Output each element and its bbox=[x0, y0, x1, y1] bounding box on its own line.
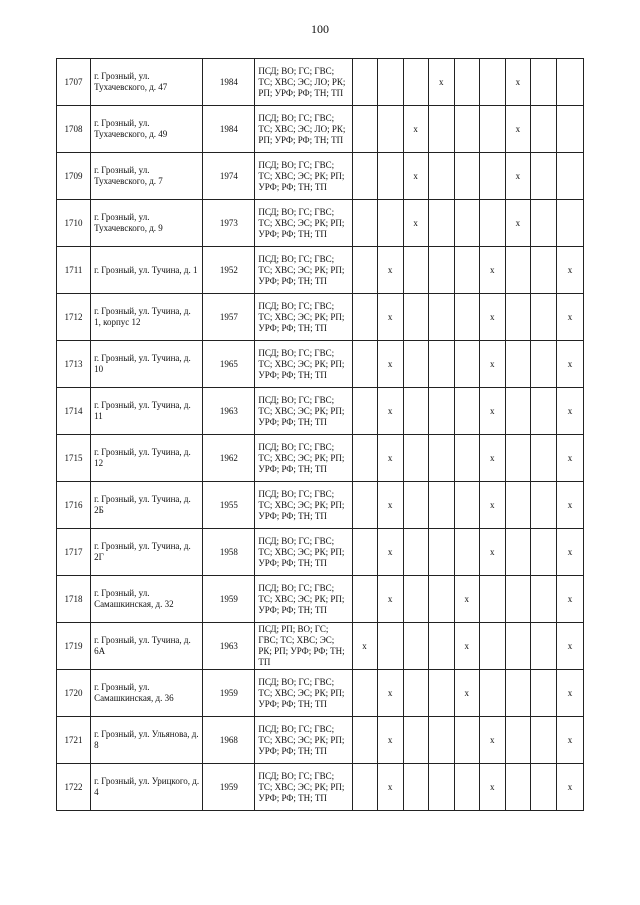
mark-cell bbox=[479, 670, 505, 717]
address-cell: г. Грозный, ул. Тучина, д. 12 bbox=[91, 435, 203, 482]
address-cell: г. Грозный, ул. Тучина, д. 1, корпус 12 bbox=[91, 294, 203, 341]
mark-cell bbox=[454, 529, 479, 576]
row-number-cell: 1715 bbox=[57, 435, 91, 482]
mark-cell bbox=[530, 717, 556, 764]
year-cell: 1952 bbox=[203, 247, 255, 294]
mark-cell bbox=[428, 106, 454, 153]
table-row bbox=[57, 294, 584, 341]
year-cell: 1984 bbox=[203, 59, 255, 106]
table-row bbox=[57, 764, 584, 811]
mark-cell: x bbox=[505, 200, 530, 247]
mark-cell: x bbox=[556, 294, 583, 341]
mark-cell bbox=[530, 670, 556, 717]
year-cell: 1973 bbox=[203, 200, 255, 247]
mark-cell bbox=[530, 106, 556, 153]
systems-cell: ПСД; ВО; ГС; ГВС; ТС; ХВС; ЭС; ЛО; РК; РП; УРФ; РФ; ТН; ТП bbox=[255, 59, 352, 106]
year-cell: 1955 bbox=[203, 482, 255, 529]
systems-cell: ПСД; ВО; ГС; ГВС; ТС; ХВС; ЭС; РК; РП; УРФ; РФ; ТН; ТП bbox=[255, 670, 352, 717]
mark-cell bbox=[505, 670, 530, 717]
mark-cell bbox=[530, 341, 556, 388]
mark-cell: x bbox=[479, 482, 505, 529]
mark-cell: x bbox=[479, 435, 505, 482]
address-cell: г. Грозный, ул. Тухачевского, д. 9 bbox=[91, 200, 203, 247]
systems-cell: ПСД; ВО; ГС; ГВС; ТС; ХВС; ЭС; РК; РП; УРФ; РФ; ТН; ТП bbox=[255, 576, 352, 623]
mark-cell bbox=[505, 623, 530, 670]
mark-cell bbox=[403, 670, 428, 717]
mark-cell bbox=[352, 153, 377, 200]
mark-cell bbox=[428, 623, 454, 670]
mark-cell bbox=[479, 153, 505, 200]
mark-cell: x bbox=[403, 153, 428, 200]
year-cell: 1959 bbox=[203, 670, 255, 717]
mark-cell bbox=[403, 623, 428, 670]
mark-cell bbox=[505, 341, 530, 388]
table-row bbox=[57, 670, 584, 717]
row-number-cell: 1716 bbox=[57, 482, 91, 529]
mark-cell bbox=[530, 247, 556, 294]
mark-cell bbox=[403, 247, 428, 294]
mark-cell bbox=[352, 106, 377, 153]
mark-cell: x bbox=[377, 529, 403, 576]
mark-cell: x bbox=[377, 764, 403, 811]
mark-cell bbox=[377, 153, 403, 200]
mark-cell bbox=[428, 435, 454, 482]
mark-cell bbox=[403, 388, 428, 435]
mark-cell bbox=[403, 529, 428, 576]
mark-cell: x bbox=[352, 623, 377, 670]
year-cell: 1963 bbox=[203, 388, 255, 435]
row-number-cell: 1719 bbox=[57, 623, 91, 670]
mark-cell bbox=[454, 435, 479, 482]
systems-cell: ПСД; ВО; ГС; ГВС; ТС; ХВС; ЭС; РК; РП; УРФ; РФ; ТН; ТП bbox=[255, 764, 352, 811]
mark-cell bbox=[505, 576, 530, 623]
mark-cell bbox=[530, 482, 556, 529]
table-row bbox=[57, 247, 584, 294]
address-cell: г. Грозный, ул. Тухачевского, д. 49 bbox=[91, 106, 203, 153]
address-cell: г. Грозный, ул. Тучина, д. 2Б bbox=[91, 482, 203, 529]
mark-cell: x bbox=[556, 247, 583, 294]
mark-cell bbox=[428, 153, 454, 200]
mark-cell: x bbox=[403, 106, 428, 153]
mark-cell: x bbox=[377, 482, 403, 529]
mark-cell bbox=[352, 341, 377, 388]
mark-cell bbox=[454, 764, 479, 811]
mark-cell bbox=[352, 717, 377, 764]
mark-cell bbox=[479, 59, 505, 106]
mark-cell bbox=[454, 153, 479, 200]
table-row bbox=[57, 341, 584, 388]
mark-cell bbox=[530, 623, 556, 670]
mark-cell bbox=[505, 764, 530, 811]
mark-cell bbox=[352, 529, 377, 576]
mark-cell bbox=[428, 529, 454, 576]
mark-cell: x bbox=[556, 529, 583, 576]
mark-cell: x bbox=[479, 529, 505, 576]
mark-cell bbox=[530, 764, 556, 811]
systems-cell: ПСД; ВО; ГС; ГВС; ТС; ХВС; ЭС; РК; РП; УРФ; РФ; ТН; ТП bbox=[255, 294, 352, 341]
year-cell: 1962 bbox=[203, 435, 255, 482]
mark-cell bbox=[530, 435, 556, 482]
mark-cell bbox=[352, 576, 377, 623]
mark-cell bbox=[479, 623, 505, 670]
mark-cell: x bbox=[479, 764, 505, 811]
systems-cell: ПСД; ВО; ГС; ГВС; ТС; ХВС; ЭС; РК; РП; УРФ; РФ; ТН; ТП bbox=[255, 388, 352, 435]
mark-cell: x bbox=[556, 482, 583, 529]
address-cell: г. Грозный, ул. Тучина, д. 6А bbox=[91, 623, 203, 670]
mark-cell bbox=[352, 764, 377, 811]
row-number-cell: 1720 bbox=[57, 670, 91, 717]
table-row bbox=[57, 717, 584, 764]
address-cell: г. Грозный, ул. Самашкинская, д. 36 bbox=[91, 670, 203, 717]
mark-cell bbox=[428, 576, 454, 623]
mark-cell: x bbox=[556, 435, 583, 482]
mark-cell bbox=[454, 341, 479, 388]
mark-cell bbox=[352, 294, 377, 341]
mark-cell bbox=[377, 623, 403, 670]
mark-cell bbox=[556, 200, 583, 247]
mark-cell bbox=[479, 200, 505, 247]
mark-cell: x bbox=[556, 670, 583, 717]
mark-cell: x bbox=[403, 200, 428, 247]
mark-cell: x bbox=[479, 341, 505, 388]
mark-cell bbox=[505, 388, 530, 435]
mark-cell bbox=[505, 482, 530, 529]
mark-cell bbox=[454, 200, 479, 247]
mark-cell: x bbox=[479, 717, 505, 764]
mark-cell: x bbox=[454, 576, 479, 623]
address-cell: г. Грозный, ул. Урицкого, д. 4 bbox=[91, 764, 203, 811]
table-row bbox=[57, 576, 584, 623]
address-cell: г. Грозный, ул. Тучина, д. 1 bbox=[91, 247, 203, 294]
mark-cell bbox=[403, 341, 428, 388]
mark-cell bbox=[530, 153, 556, 200]
mark-cell bbox=[403, 576, 428, 623]
row-number-cell: 1708 bbox=[57, 106, 91, 153]
systems-cell: ПСД; РП; ВО; ГС; ГВС; ТС; ХВС; ЭС; РК; РП; УРФ; РФ; ТН; ТП bbox=[255, 623, 352, 670]
mark-cell bbox=[403, 294, 428, 341]
row-number-cell: 1714 bbox=[57, 388, 91, 435]
mark-cell bbox=[428, 294, 454, 341]
mark-cell bbox=[556, 59, 583, 106]
mark-cell bbox=[377, 106, 403, 153]
mark-cell: x bbox=[505, 59, 530, 106]
table-row bbox=[57, 435, 584, 482]
row-number-cell: 1717 bbox=[57, 529, 91, 576]
year-cell: 1963 bbox=[203, 623, 255, 670]
mark-cell bbox=[454, 247, 479, 294]
table-row bbox=[57, 200, 584, 247]
mark-cell: x bbox=[377, 294, 403, 341]
mark-cell bbox=[428, 764, 454, 811]
year-cell: 1968 bbox=[203, 717, 255, 764]
mark-cell bbox=[352, 670, 377, 717]
systems-cell: ПСД; ВО; ГС; ГВС; ТС; ХВС; ЭС; РК; РП; УРФ; РФ; ТН; ТП bbox=[255, 200, 352, 247]
mark-cell bbox=[428, 200, 454, 247]
mark-cell bbox=[428, 341, 454, 388]
mark-cell: x bbox=[377, 576, 403, 623]
mark-cell bbox=[428, 670, 454, 717]
systems-cell: ПСД; ВО; ГС; ГВС; ТС; ХВС; ЭС; ЛО; РК; РП; УРФ; РФ; ТН; ТП bbox=[255, 106, 352, 153]
mark-cell bbox=[428, 482, 454, 529]
mark-cell: x bbox=[556, 623, 583, 670]
mark-cell: x bbox=[479, 294, 505, 341]
mark-cell: x bbox=[377, 341, 403, 388]
mark-cell: x bbox=[377, 388, 403, 435]
row-number-cell: 1710 bbox=[57, 200, 91, 247]
mark-cell: x bbox=[377, 435, 403, 482]
year-cell: 1958 bbox=[203, 529, 255, 576]
year-cell: 1974 bbox=[203, 153, 255, 200]
mark-cell bbox=[530, 529, 556, 576]
mark-cell bbox=[403, 764, 428, 811]
mark-cell bbox=[505, 294, 530, 341]
page-number: 100 bbox=[311, 22, 329, 36]
mark-cell bbox=[403, 435, 428, 482]
address-cell: г. Грозный, ул. Тучина, д. 11 bbox=[91, 388, 203, 435]
mark-cell bbox=[454, 717, 479, 764]
row-number-cell: 1718 bbox=[57, 576, 91, 623]
mark-cell: x bbox=[377, 670, 403, 717]
mark-cell: x bbox=[505, 153, 530, 200]
mark-cell bbox=[556, 106, 583, 153]
mark-cell bbox=[454, 294, 479, 341]
mark-cell: x bbox=[556, 717, 583, 764]
mark-cell bbox=[352, 388, 377, 435]
mark-cell bbox=[428, 717, 454, 764]
mark-cell bbox=[530, 200, 556, 247]
year-cell: 1959 bbox=[203, 576, 255, 623]
systems-cell: ПСД; ВО; ГС; ГВС; ТС; ХВС; ЭС; РК; РП; УРФ; РФ; ТН; ТП bbox=[255, 341, 352, 388]
mark-cell bbox=[530, 294, 556, 341]
mark-cell: x bbox=[556, 341, 583, 388]
mark-cell bbox=[352, 435, 377, 482]
table-row bbox=[57, 153, 584, 200]
mark-cell: x bbox=[556, 576, 583, 623]
systems-cell: ПСД; ВО; ГС; ГВС; ТС; ХВС; ЭС; РК; РП; УРФ; РФ; ТН; ТП bbox=[255, 435, 352, 482]
mark-cell bbox=[377, 200, 403, 247]
year-cell: 1965 bbox=[203, 341, 255, 388]
table-row bbox=[57, 529, 584, 576]
systems-cell: ПСД; ВО; ГС; ГВС; ТС; ХВС; ЭС; РК; РП; УРФ; РФ; ТН; ТП bbox=[255, 717, 352, 764]
mark-cell bbox=[530, 576, 556, 623]
table-row bbox=[57, 623, 584, 670]
table-row bbox=[57, 59, 584, 106]
address-cell: г. Грозный, ул. Ульянова, д. 8 bbox=[91, 717, 203, 764]
mark-cell bbox=[454, 106, 479, 153]
mark-cell bbox=[530, 59, 556, 106]
mark-cell bbox=[352, 59, 377, 106]
mark-cell: x bbox=[454, 623, 479, 670]
mark-cell: x bbox=[556, 764, 583, 811]
row-number-cell: 1709 bbox=[57, 153, 91, 200]
mark-cell: x bbox=[454, 670, 479, 717]
systems-cell: ПСД; ВО; ГС; ГВС; ТС; ХВС; ЭС; РК; РП; УРФ; РФ; ТН; ТП bbox=[255, 482, 352, 529]
row-number-cell: 1707 bbox=[57, 59, 91, 106]
year-cell: 1984 bbox=[203, 106, 255, 153]
register-body bbox=[57, 59, 584, 811]
row-number-cell: 1713 bbox=[57, 341, 91, 388]
mark-cell bbox=[530, 388, 556, 435]
mark-cell bbox=[505, 435, 530, 482]
mark-cell: x bbox=[479, 247, 505, 294]
mark-cell bbox=[505, 717, 530, 764]
mark-cell bbox=[428, 247, 454, 294]
mark-cell bbox=[454, 388, 479, 435]
mark-cell bbox=[505, 529, 530, 576]
address-cell: г. Грозный, ул. Тухачевского, д. 47 bbox=[91, 59, 203, 106]
row-number-cell: 1711 bbox=[57, 247, 91, 294]
mark-cell bbox=[377, 59, 403, 106]
mark-cell bbox=[479, 106, 505, 153]
mark-cell bbox=[479, 576, 505, 623]
mark-cell bbox=[428, 388, 454, 435]
row-number-cell: 1712 bbox=[57, 294, 91, 341]
mark-cell bbox=[403, 482, 428, 529]
mark-cell bbox=[352, 247, 377, 294]
mark-cell bbox=[454, 482, 479, 529]
row-number-cell: 1722 bbox=[57, 764, 91, 811]
mark-cell bbox=[403, 59, 428, 106]
table-row bbox=[57, 388, 584, 435]
address-cell: г. Грозный, ул. Тухачевского, д. 7 bbox=[91, 153, 203, 200]
mark-cell bbox=[556, 153, 583, 200]
mark-cell: x bbox=[428, 59, 454, 106]
mark-cell bbox=[403, 717, 428, 764]
mark-cell bbox=[454, 59, 479, 106]
row-number-cell: 1721 bbox=[57, 717, 91, 764]
year-cell: 1959 bbox=[203, 764, 255, 811]
year-cell: 1957 bbox=[203, 294, 255, 341]
address-cell: г. Грозный, ул. Тучина, д. 2Г bbox=[91, 529, 203, 576]
mark-cell bbox=[352, 200, 377, 247]
systems-cell: ПСД; ВО; ГС; ГВС; ТС; ХВС; ЭС; РК; РП; УРФ; РФ; ТН; ТП bbox=[255, 247, 352, 294]
table-row bbox=[57, 482, 584, 529]
address-cell: г. Грозный, ул. Тучина, д. 10 bbox=[91, 341, 203, 388]
mark-cell: x bbox=[505, 106, 530, 153]
mark-cell bbox=[505, 247, 530, 294]
mark-cell bbox=[352, 482, 377, 529]
mark-cell: x bbox=[556, 388, 583, 435]
mark-cell: x bbox=[377, 247, 403, 294]
systems-cell: ПСД; ВО; ГС; ГВС; ТС; ХВС; ЭС; РК; РП; УРФ; РФ; ТН; ТП bbox=[255, 529, 352, 576]
mark-cell: x bbox=[377, 717, 403, 764]
systems-cell: ПСД; ВО; ГС; ГВС; ТС; ХВС; ЭС; РК; РП; УРФ; РФ; ТН; ТП bbox=[255, 153, 352, 200]
address-cell: г. Грозный, ул. Самашкинская, д. 32 bbox=[91, 576, 203, 623]
table-row bbox=[57, 106, 584, 153]
mark-cell: x bbox=[479, 388, 505, 435]
building-register-table bbox=[56, 58, 584, 811]
